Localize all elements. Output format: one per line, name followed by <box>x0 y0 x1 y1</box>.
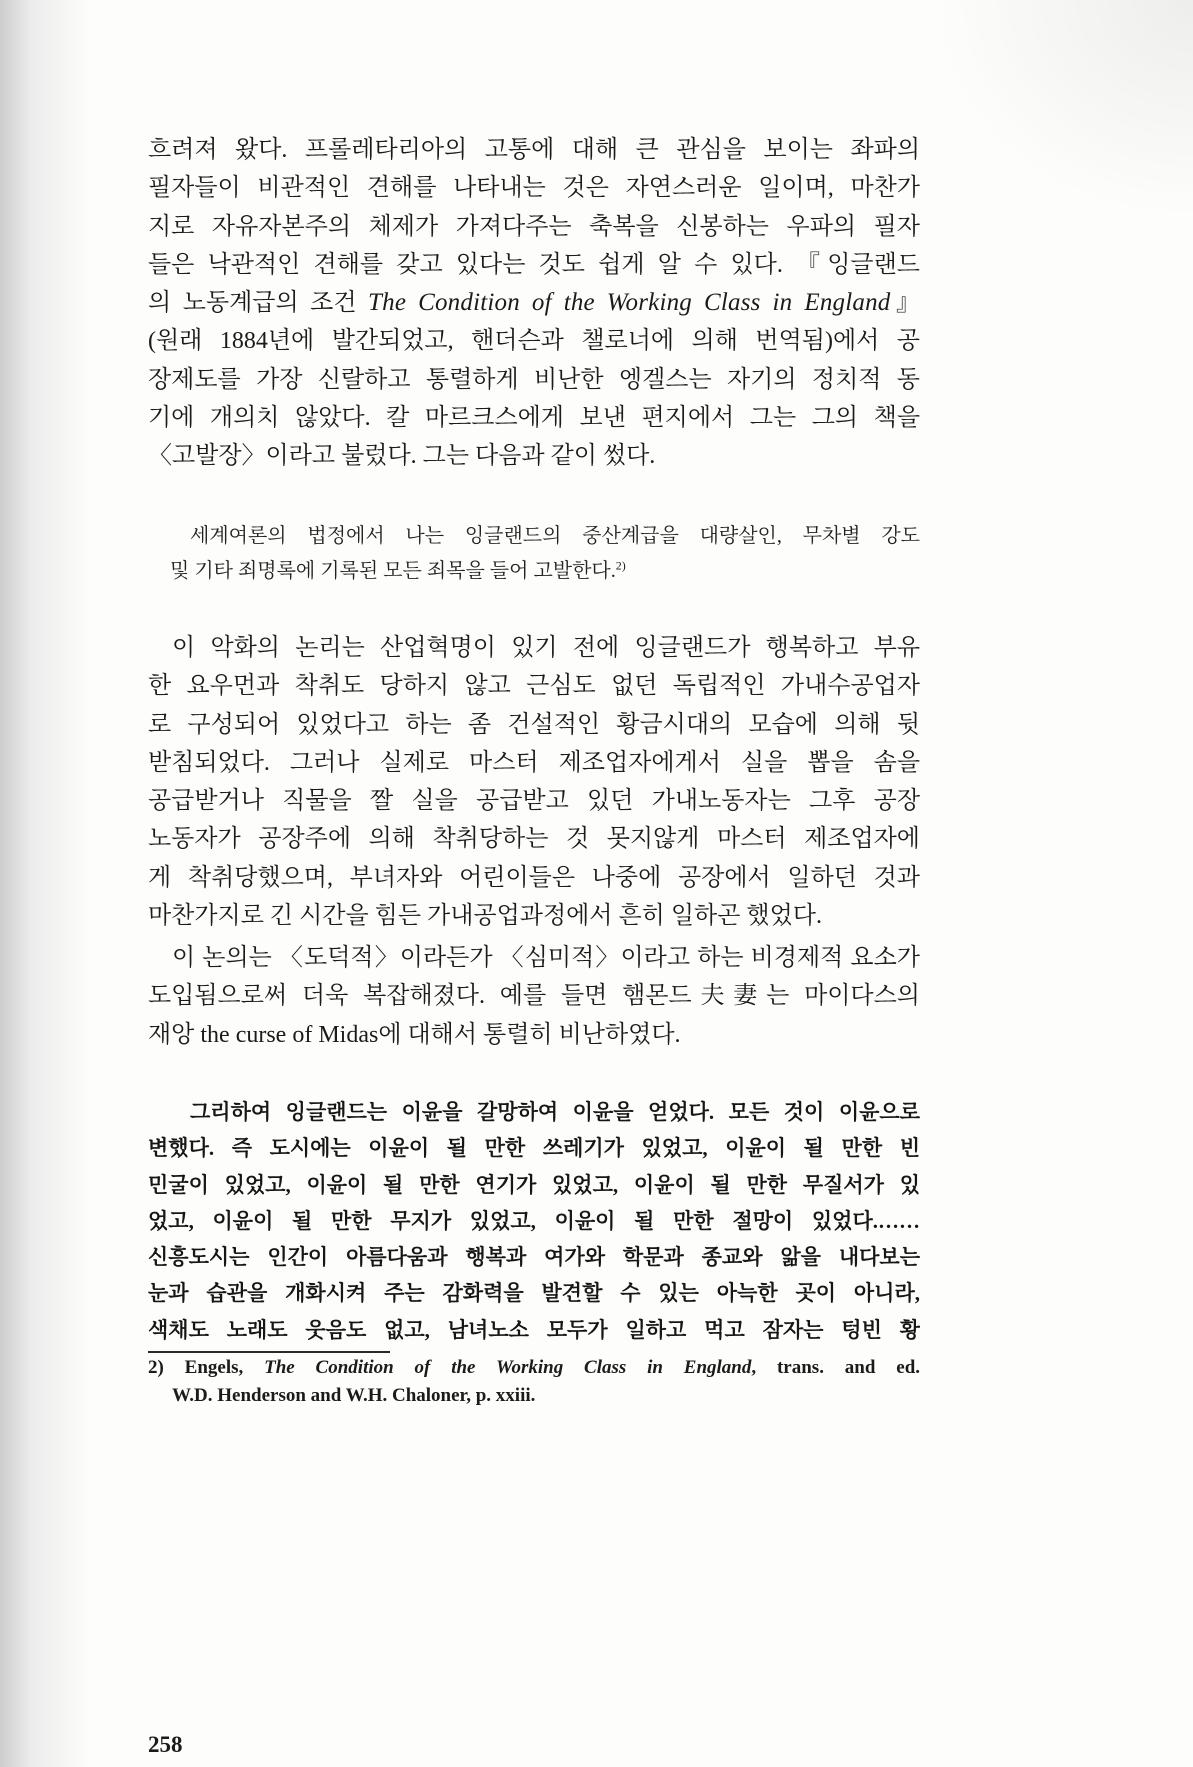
quote-line: 색채도 노래도 웃음도 없고, 남녀노소 모두가 일하고 먹고 잠자는 텅빈 황 <box>148 1317 920 1342</box>
text-line: 이 악화의 논리는 산업혁명이 있기 전에 잉글랜드가 행복하고 부유 <box>172 635 920 661</box>
text-segment: 2) Engels, <box>148 1357 265 1378</box>
text-line <box>148 284 920 322</box>
text-line: 로 구성되어 있었다고 하는 좀 건설적인 황금시대의 모습에 의해 뒷 <box>148 711 920 738</box>
text-line: 받침되었다. 그러나 실제로 마스터 제조업자에게서 실을 뽑을 솜을 <box>148 749 920 776</box>
text-line: 공급받거나 직물을 짤 실을 공급받고 있던 가내노동자는 그후 공장 <box>148 788 920 815</box>
paragraph-3 <box>148 939 920 1054</box>
footnote-reference: 2) <box>615 558 626 573</box>
text-line: 흐려져 왔다. 프롤레타리아의 고통에 대해 큰 관심을 보이는 좌파의 <box>148 137 920 163</box>
book-title: The Condition of the Working Class in England <box>264 1357 752 1378</box>
quote-line: 눈과 습관을 개화시켜 주는 감화력을 발견할 수 있는 아늑한 곳이 아니라, <box>148 1281 920 1306</box>
quote-line: 그리하여 잉글랜드는 이윤을 갈망하여 이윤을 얻었다. 모든 것이 이윤으로 <box>190 1100 920 1124</box>
footnote-line <box>148 1354 920 1382</box>
book-title: The Condition of the Working Class in England <box>368 289 891 317</box>
text-line: 재앙 the curse of Midas에 대해서 통렬히 비난하였다. <box>148 1021 681 1048</box>
paragraph-1 <box>148 131 920 476</box>
footnote-line: W.D. Henderson and W.H. Chaloner, p. xxiii. <box>172 1385 536 1406</box>
text-segment: 』 <box>890 290 920 317</box>
scan-edge-shadow <box>0 0 90 1767</box>
text-segment: , trans. and ed. <box>751 1357 920 1378</box>
page-number: 258 <box>148 1732 183 1757</box>
text-line: 이 논의는 〈도덕적〉이라든가 〈심미적〉이라고 하는 비경제적 요소가 <box>172 945 920 971</box>
text-line: 마찬가지로 긴 시간을 힘든 가내공업과정에서 흔히 일하곤 했었다. <box>148 903 822 930</box>
quote-line: 변했다. 즉 도시에는 이윤이 될 만한 쓰레기가 있었고, 이윤이 될 만한 빈 <box>148 1136 920 1161</box>
text-line: 한 요우먼과 착취도 당하지 않고 근심도 없던 독립적인 가내수공업자 <box>148 673 920 700</box>
text-line: 기에 개의치 않았다. 칼 마르크스에게 보낸 편지에서 그는 그의 책을 <box>148 405 920 432</box>
block-quote-1 <box>170 519 920 589</box>
scan-corner-shadow <box>933 0 1193 220</box>
text-line: 〈고발장〉이라고 불렀다. 그는 다음과 같이 썼다. <box>148 443 656 470</box>
text-line: 게 착취당했으며, 부녀자와 어린이들은 나중에 공장에서 일하던 것과 <box>148 864 920 891</box>
quote-line: 었고, 이윤이 될 만한 무지가 있었고, 이윤이 될 만한 절망이 있었다.…… <box>148 1208 920 1233</box>
text-line: 노동자가 공장주에 의해 착취당하는 것 못지않게 마스터 제조업자에 <box>148 826 920 853</box>
quote-line: 민굴이 있었고, 이윤이 될 만한 연기가 있었고, 이윤이 될 만한 무질서가 있 <box>148 1172 920 1197</box>
block-quote-2 <box>148 1094 920 1348</box>
text-line: (원래 1884년에 발간되었고, 핸더슨과 챌로너에 의해 번역됨)에서 공 <box>148 328 920 355</box>
quote-line <box>170 554 920 589</box>
footnote <box>148 1354 920 1410</box>
text-line: 장제도를 가장 신랄하고 통렬하게 비난한 엥겔스는 자기의 정치적 동 <box>148 366 920 393</box>
text-line: 들은 낙관적인 견해를 갖고 있다는 것도 쉽게 알 수 있다. 『잉글랜드 <box>148 251 920 278</box>
text-line: 도입됨으로써 더욱 복잡해졌다. 예를 들면 햄몬드夫妻는 마이다스의 <box>148 983 920 1010</box>
paragraph-2 <box>148 629 920 935</box>
footnote-divider <box>148 1351 390 1353</box>
text-segment: 의 노동계급의 조건 <box>148 290 369 317</box>
text-segment: 및 기타 죄명록에 기록된 모든 죄목을 들어 고발한다. <box>170 560 616 582</box>
text-line: 지로 자유자본주의 체제가 가져다주는 축복을 신봉하는 우파의 필자 <box>148 213 920 240</box>
text-line: 필자들이 비관적인 견해를 나타내는 것은 자연스러운 일이며, 마찬가 <box>148 175 920 202</box>
quote-line: 세계여론의 법정에서 나는 잉글랜드의 중산계급을 대량살인, 무차별 강도 <box>190 525 920 547</box>
quote-line: 신흥도시는 인간이 아름다움과 행복과 여가와 학문과 종교와 앎을 내다보는 <box>148 1245 920 1270</box>
